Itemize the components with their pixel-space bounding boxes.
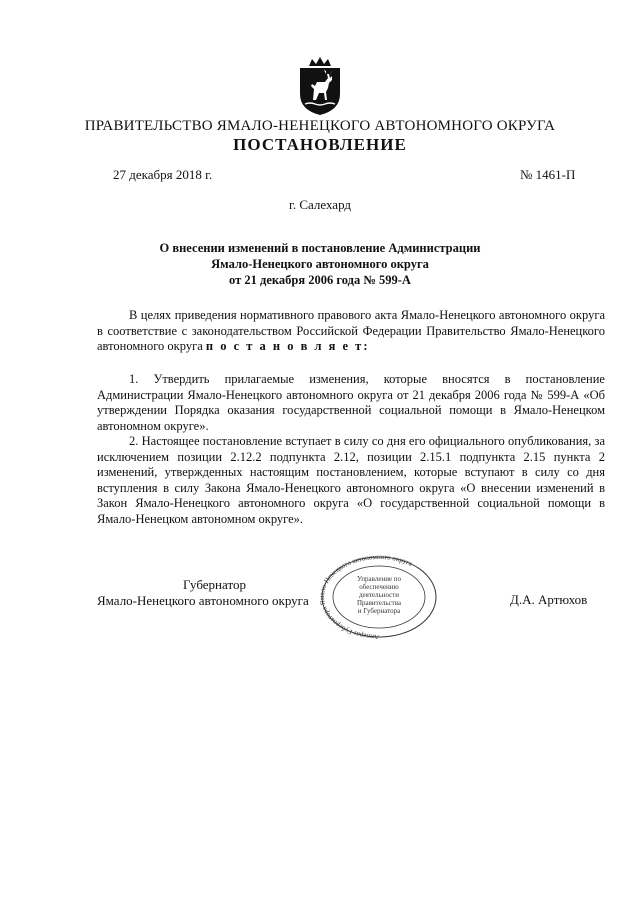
seal-line: обеспечению (359, 583, 399, 591)
subject-line: от 21 декабря 2006 года № 599-А (229, 273, 411, 287)
signatory-name: Д.А. Артюхов (510, 592, 588, 607)
official-seal-icon (320, 555, 438, 639)
seal-line: Управление по (356, 575, 402, 583)
signatory-role: Губернатор (183, 577, 246, 592)
decrees-word: п о с т а н о в л я е т: (205, 339, 370, 353)
subject-line: О внесении изменений в постановление Администрации (159, 241, 481, 255)
seal-line: деятельности (358, 591, 400, 599)
preamble-text: В целях приведения нормативного правового акта Ямало-Ненецкого автономного округа в соответствие с законодательством Российской Федерации Правительство Ямало-Ненецкого автономного округа (97, 308, 605, 353)
seal-line: и Губернатора (357, 607, 401, 615)
signatory-region: Ямало-Ненецкого автономного округа (97, 593, 309, 608)
coat-of-arms-icon (295, 56, 345, 116)
seal-ring-text: Аппарат Губернатора о-Ненецкого автономного округа (320, 555, 414, 639)
document-type: ПОСТАНОВЛЕНИЕ (233, 135, 407, 154)
preamble-paragraph (97, 308, 605, 355)
document-subject (100, 240, 540, 288)
seal-line: Правительства (356, 599, 402, 607)
government-title: ПРАВИТЕЛЬСТВО ЯМАЛО-НЕНЕЦКОГО АВТОНОМНОГО ОКРУГА (84, 118, 556, 134)
subject-line: Ямало-Ненецкого автономного округа (211, 257, 429, 271)
document-number: № 1461-П (520, 167, 576, 182)
document-city: г. Салехард (288, 197, 352, 212)
item-1-paragraph: 1. Утвердить прилагаемые изменения, которые вносятся в постановление Администрации Ямало-Ненецкого автономного округа от 21 декабря 2006 года № 599-А «Об утверждении Порядка оказания государственной социальной помощи в Ямало-Ненецком автономном округе». (97, 372, 605, 433)
item-2-paragraph: 2. Настоящее постановление вступает в силу со дня его официального опубликования, за исключением позиции 2.12.2 подпункта 2.12, позиции 2.15.1 подпункта 2.15 пункта 2 изменений, утвержденных настоящим постановлением, которые вступают в силу со дня вступления в силу Закона Ямало-Ненецкого автономного округа «О внесении изменений в Закон Ямало-Ненецкого автономного округа «О государственной социальной помощи в Ямало-Ненецком автономном округе». (97, 434, 605, 526)
document-date: 27 декабря 2018 г. (113, 167, 213, 182)
